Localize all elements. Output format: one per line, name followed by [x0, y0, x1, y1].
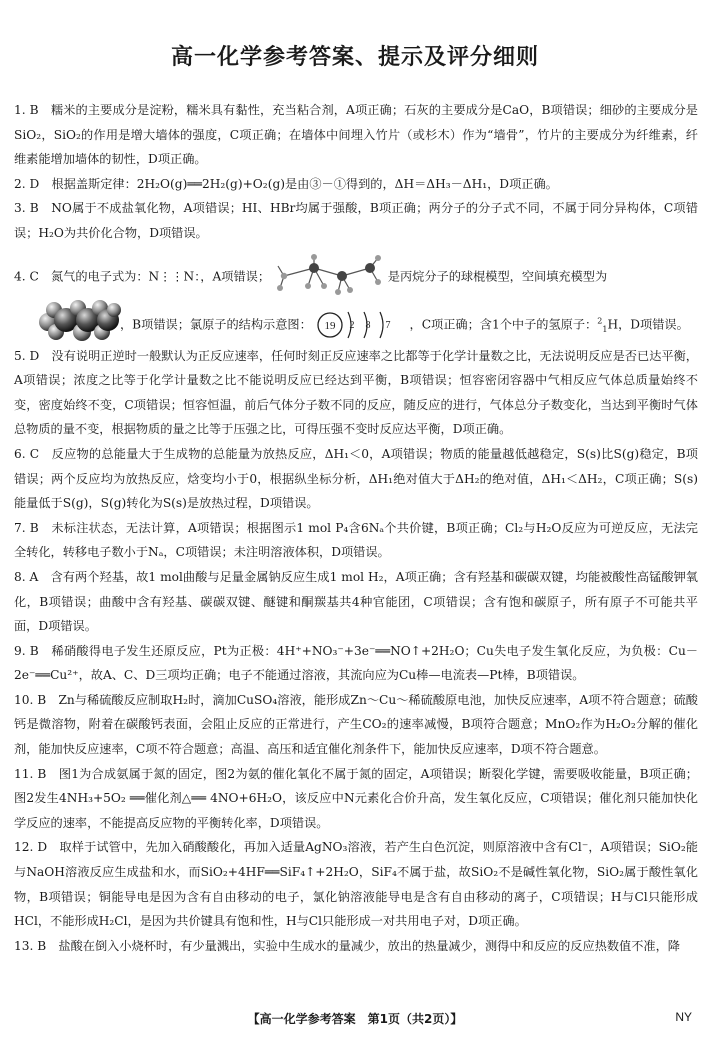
answer-item-4-line1 — [14, 254, 698, 300]
answer-item-8: 8. A 含有两个羟基，故1 mol曲酸与足量金属钠反应生成1 mol H₂，A项正确；含有羟基和碳碳双键，均能被酸性高锰酸钾氧化，B项错误；曲酸中含有羟基、碳碳双键、醚键和酮羰基共4种官能团，C项错误；含有饱和碳原子，所有原子不可能共平面，D项错误。 — [14, 569, 698, 634]
page-footer — [0, 1010, 710, 1030]
answer-item-3: 3. B NO属于不成盐氧化物，A项错误；HI、HBr均属于强酸，B项正确；两分子的分子式不同，不属于同分异构体，C项错误；H₂O为共价化合物，D项错误。 — [14, 201, 698, 240]
hydrogen-atomic-number: 1 — [602, 324, 608, 334]
answer-item-9: 9. B 稀硝酸得电子发生还原反应，Pt为正极：4H⁺+NO₃⁻+3e⁻══NO↑+2H₂O；Cu失电子发生氧化反应，为负极：Cu－2e⁻══Cu²⁺，故A、C、D三项均正确；电子不能通过溶液，其流向应为Cu棒—电流表—Pt棒，B项错误。 — [14, 643, 698, 683]
shell-electrons-2: 8 — [365, 319, 371, 331]
answer-item-4-line2 — [14, 298, 698, 344]
answer-item-5: 5. D 没有说明正逆时一般默认为正反应速率，任何时刻正反应速率之比都等于化学计量数之比，无法说明反应是否已达平衡，A项错误；浓度之比等于化学计量数之比不能说明反应已经达到平衡，B项错误；恒容密闭容器中气相反应气体总质量始终不变，密度始终不变，C项错误；恒容恒温，前后气体分子数不同的反应，随反应的进行，气体总分子数变化，当达到平衡时气体总物质的量不变，根据物质的量之比等于压强之比，可得压强不变时反应达平衡，D项正确。 — [14, 348, 698, 437]
answer-item-4-line2-text — [120, 308, 689, 342]
answer-item-7: 7. B 未标注状态，无法计算，A项错误；根据图示1 mol P₄含6Nₐ个共价键，B项正确；Cl₂与H₂O反应为可逆反应，无法完全转化，转移电子数小于Nₐ，C项错误；未注明溶液体积，D项错误。 — [14, 520, 698, 560]
shell-electrons-1: 2 — [349, 319, 355, 331]
answer-item-12: 12. D 取样于试管中，先加入硝酸酸化，再加入适量AgNO₃溶液，若产生白色沉淀，则原溶液中含有Cl⁻，A项错误；SiO₂能与NaOH溶液反应生成盐和水，而SiO₂+4HF══SiF₄↑+2H₂O，SiF₄不属于盐，故SiO₂不是碱性氧化物，SiO₂属于酸性氧化物，B项错误；铜能导电是因为含有自由移动的电子，氯化钠溶液能导电是含有自由移动的离子，C项错误；H与Cl只能形成HCl，不能形成H₂Cl，是因为共价键具有饱和性，H与Cl只能形成一对共用电子对，D项正确。 — [14, 840, 698, 929]
answer-item-4-text-d: ，C项正确；含1个中子的氢原子： — [409, 317, 598, 332]
answer-content — [14, 98, 698, 958]
answer-item-6: 6. C 反应物的总能量大于生成物的总能量为放热反应，ΔH₁＜0，A项错误；物质的能量越低越稳定，S(s)比S(g)稳定，B项错误；两个反应均为放热反应，焓变均小于0，根据纵坐标分析，ΔH₁绝对值大于ΔH₂的绝对值，ΔH₁＜ΔH₂，C项正确；S(s)能量低于S(g)，S(g)转化为S(s)是放热过程，D项错误。 — [14, 446, 698, 511]
answer-item-4-text-a: 4. C 氮气的电子式为：N⋮⋮N：，A项错误； — [14, 269, 271, 284]
shell-electrons-3: 7 — [385, 319, 391, 331]
propane-ball-stick-model-icon — [274, 254, 384, 300]
answer-item-4-text-b: 是丙烷分子的球棍模型，空间填充模型为 — [387, 269, 608, 284]
answer-item-10: 10. B Zn与稀硫酸反应制取H₂时，滴加CuSO₄溶液，能形成Zn～Cu～稀硫酸原电池，加快反应速率，A项不符合题意；硫酸钙是微溶物，附着在碳酸钙表面，会阻止反应的正常进行，产生CO₂的速率减慢，B项符合题意；MnO₂作为H₂O₂分解的催化剂，能加快反应速率，C项不符合题意；高温、高压和适宜催化剂条件下，能加快反应速率，D项不符合题意。 — [14, 692, 698, 757]
answer-item-4 — [14, 246, 698, 344]
answer-item-4-text-c: ，B项错误；氯原子的结构示意图： — [120, 317, 312, 332]
propane-space-filling-model-icon — [38, 298, 122, 344]
answer-item-11: 11. B 图1为合成氨属于氮的固定，图2为氨的催化氧化不属于氮的固定，A项错误；断裂化学键，需要吸收能量，B项正确；图2发生4NH₃+5O₂ ══催化剂△══ 4NO+6H₂O，该反应中N元素化合价升高，发生氧化反应，C项错误；催化剂只能加快化学反应的速率，不能提高反应物的平衡转化率，D项错误。 — [14, 766, 698, 830]
page-title: 高一化学参考答案、提示及评分细则 — [170, 45, 539, 70]
answer-item-4-text-e: H，D项错误。 — [607, 317, 689, 332]
answer-item-1: 1. B 糯米的主要成分是淀粉，糯米具有黏性，充当粘合剂，A项正确；石灰的主要成分是CaO，B项错误；细砂的主要成分是SiO₂，SiO₂的作用是增大墙体的强度，C项正确；在墙体中间埋入竹片（或杉木）作为“墙骨”，竹片的主要成分为纤维素，纤维素能增加墙体的韧性，D项正确。 — [14, 103, 698, 167]
answer-item-2: 2. D 根据盖斯定律：2H₂O(g)══2H₂(g)+O₂(g)是由③－①得到的，ΔH＝ΔH₃－ΔH₁，D项正确。 — [14, 176, 558, 191]
nucleus-charge: 19 — [324, 319, 336, 332]
answer-item-13: 13. B 盐酸在倒入小烧杯时，有少量溅出，实验中生成水的量减少，放出的热量减少，测得中和反应的反应热数值不准，降 — [14, 938, 680, 953]
footer-code: NY — [675, 1010, 692, 1024]
footer-page-info: 【高一化学参考答案 第1页（共2页）】 — [247, 1012, 463, 1026]
chlorine-atom-structure-diagram — [316, 308, 406, 342]
hydrogen-mass-number: 2 — [597, 316, 603, 325]
